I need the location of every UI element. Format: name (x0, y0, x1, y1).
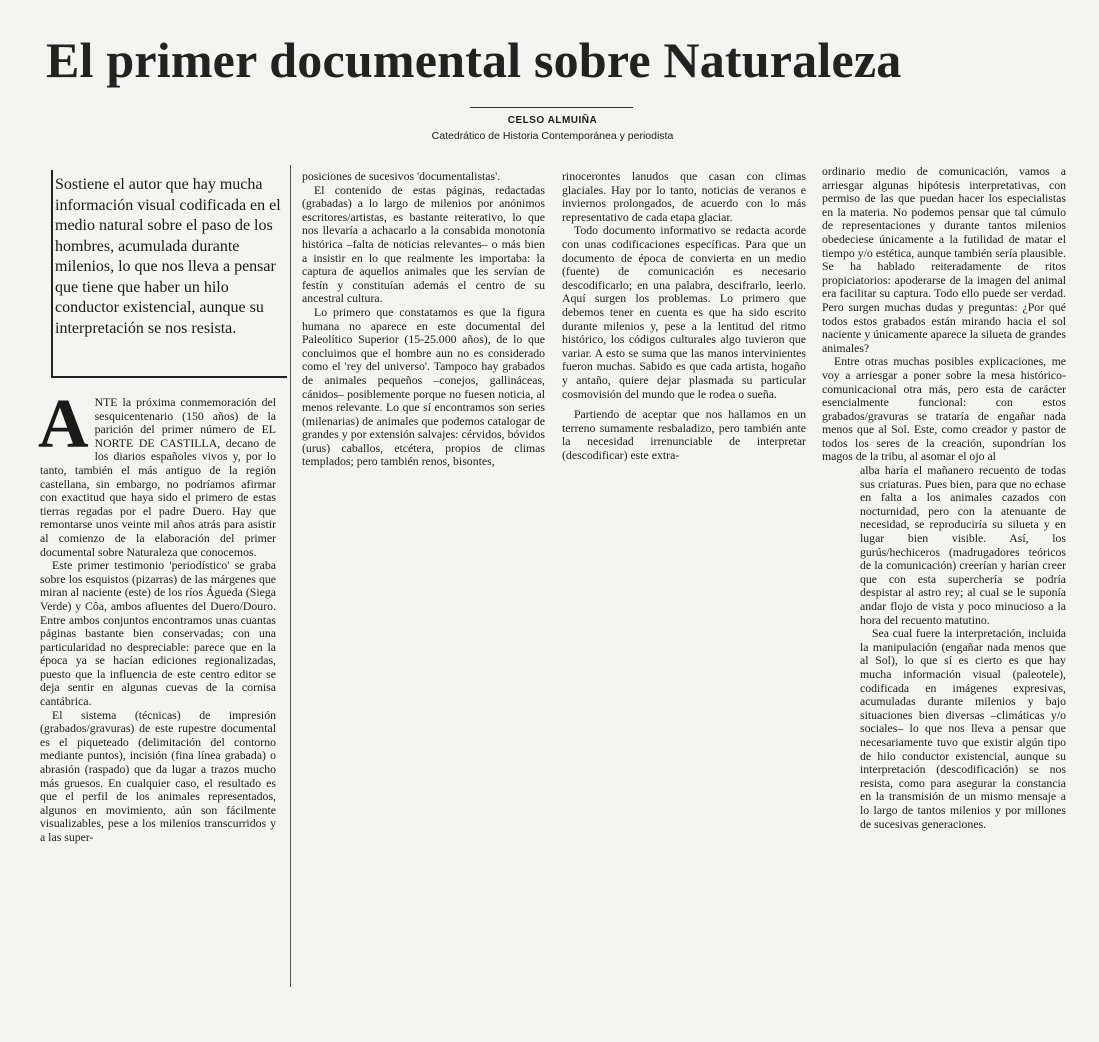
column-4-paragraph-4: Sea cual fuere la interpretación, incluida la manipulación (engañar nada menos que al Sol), lo que sí es cierto es que hay mucha información visual (paleotele), codificada en imágenes expresivas, acumuladas durante milenios y bajo situaciones bien diversas –climáticas y/o sociales– lo que nos lleva a pensar que necesariamente tuvo que existir algún tipo de hilo conductor existencial, aunque su interpretación (descodificación) se nos resista, como para asegurar la constancia en la transmisión de un mismo mensaje a lo largo de tantos milenios y por millones de sucesivas generaciones. (860, 626, 1066, 831)
summary-lead: Sostiene el autor que hay mucha información visual codificada en el medio natural sobre el paso de los hombres, acumulada durante milenios, lo que nos lleva a pensar que tiene que haber un hilo conductor existencial, aunque su interpretación se nos resista. (55, 176, 281, 337)
column-4-paragraph-2: Entre otras muchas posibles explicaciones, me voy a arriesgar a poner sobre la mesa histórico-comunicacional otra más, pero esta de carácter esencialmente funcional: con estos grabados/gravuras se trataría de engañar nada menos que al Sol. Este, como creador y pastor de todos los seres de la creación, supondrían los magos de la tribu, al asomar el ojo al (822, 354, 1066, 464)
column-2-paragraph-2: El contenido de estas páginas, redactadas (grabadas) a lo largo de milenios por anónimos escritores/artistas, es bastante reiterativo, lo que nos llevaría a achacarlo a la consabida monotonía histórica –falta de noticias relevantes– o más bien a insistir en lo que realmente les importaba: la captura de aquellos animales que les servían de festín y constituían además el centro de su ancestral cultura. (302, 182, 545, 306)
column-divider (290, 165, 291, 987)
byline-rule (470, 107, 633, 108)
author-name: CELSO ALMUIÑA (507, 115, 598, 126)
paragraph-text: NTE la próxima conmemoración del sesquicentenario (150 años) de la parición del primer número de EL NORTE DE CASTILLA, decano de los diarios españoles vivos y, por lo tanto, también el más antiguo de la región castellana, sin embargo, no podríamos afirmar con exactitud que haya sido el primero de estas tierras regadas por el padre Duero. Hay que remontarse unos veinte mil años atrás para asistir al comienzo de la elaboración del primer documental sobre Naturaleza que conocemos. (40, 395, 276, 559)
column-4 (822, 165, 1066, 831)
column-4-indented-block (822, 464, 1066, 831)
column-2-paragraph-1: posiciones de sucesivos 'documentalistas'. (302, 169, 501, 183)
column-2 (302, 170, 545, 469)
column-3-paragraph-3: Partiendo de aceptar que nos hallamos en un terreno sumamente resbaladizo, pero también ante la necesidad irrenunciable de interpretar (descodificar) este extra- (562, 407, 806, 462)
author-role: Catedrático de Historia Contemporánea y periodista (431, 130, 674, 142)
column-1-paragraph-2: Este primer testimonio 'periodístico' se graba sobre los esquistos (pizarras) de las márgenes que miran al naciente (este) de los ríos Águeda (Siega Verde) y Côa, ambos afluentes del Duero/Douro. Entre ambos conjuntos encontramos unas cuantas páginas bastante bien conservadas; con una particularidad no despreciable: parece que en la época ya se hacían ediciones regionalizadas, puesto que la influencia de este centro editor se deja sentir en algunas cuevas de la cornisa cantábrica. (40, 558, 276, 709)
column-3-paragraph-2: Todo documento informativo se redacta acorde con unas codificaciones específicas. Para que un documento de época de convierta en un medio (fuente) de comunicación es necesario descodificarlo; en una palabra, descifrarlo, leerlo. Aquí surgen los problemas. Lo primero que debemos tener en cuenta es que ha sido escrito durante milenios y, pese a la lentitud del ritmo histórico, los códigos culturales algo tuvieron que variar. A esto se suma que las manos intervinientes fueron muchas. Sabido es que cada artista, hogaño y antaño, quiere dejar plasmada su particular cosmovisión del mundo que le rodea o sueña. (562, 223, 806, 401)
column-3-paragraph-1: rinocerontes lanudos que casan con climas glaciales. Hay por lo tanto, noticias de veranos e inviernos prolongados, de acuerdo con lo más representativo de cada etapa glaciar. (562, 169, 806, 224)
drop-cap: A (38, 386, 89, 463)
column-1-paragraph-1 (38, 386, 276, 559)
column-1-paragraph-3: El sistema (técnicas) de impresión (grabados/gravuras) de este rupestre documental es el piqueteado (delimitación del contorno mediante puntos), incisión (fina línea grabada) o abrasión (raspado) que da lugar a trazos mucho más gruesos. En cualquier caso, el resultado es que el perfil de los animales representados, algunos en movimiento, aún son fácilmente visualizables, pese a los milenios transcurridos y a las super- (40, 707, 276, 844)
headline: El primer documental sobre Naturaleza (46, 32, 902, 88)
column-4-paragraph-3: alba haría el mañanero recuento de todas sus criaturas. Pues bien, para que no echase en falta a los animales cazados con nocturnidad, pero con la atenuante de necesidad, se reproduciría su silueta y en lugar bien visible. Así, los gurús/hechiceros (madrugadores teóricos de la comunicación) creerían y harían creer que con esta superchería se podría despistar al astro rey; al cual se le suponía andar flojo de vista y poco minucioso a la hora del recuento matutino. (860, 463, 1066, 627)
column-2-paragraph-3: Lo primero que constatamos es que la figura humana no aparece en este documental del Paleolítico Superior (15-25.000 años), de lo que concluimos que el hombre aun no es considerado como el 'rey del universo'. Tampoco hay grabados de animales pequeños –conejos, gallináceas, cánidos– posiblemente porque no fuesen noticia, al menos relevante. Lo que sí encontramos son series (milenarias) de animales que podemos catalogar de grandes y por extensión salvajes: cérvidos, bóvidos (urus) caballos, etcétera, propios de climas templados; pero también renos, bisontes, (302, 304, 545, 469)
column-4-paragraph-1: ordinario medio de comunicación, vamos a arriesgar algunas hipótesis interpretativas, con permiso de las que puedan hacer los especialistas en la materia. No podemos pensar que tal cúmulo de representaciones y durante tantos milenios obedeciese únicamente a la futilidad de matar el tiempo y/o estética, aunque también sería plausible. Se ha hablado reiteradamente de ritos propiciatorios: apoderarse de la imagen del animal era facilitar su captura. Todo ello puede ser verdad. Pero surgen muchas dudas y preguntas: ¿Por qué todos estos grabados están mirando hacia el sol naciente y únicamente aparece la silueta de grandes animales? (822, 164, 1066, 355)
column-3 (562, 170, 806, 462)
column-1 (38, 386, 276, 845)
